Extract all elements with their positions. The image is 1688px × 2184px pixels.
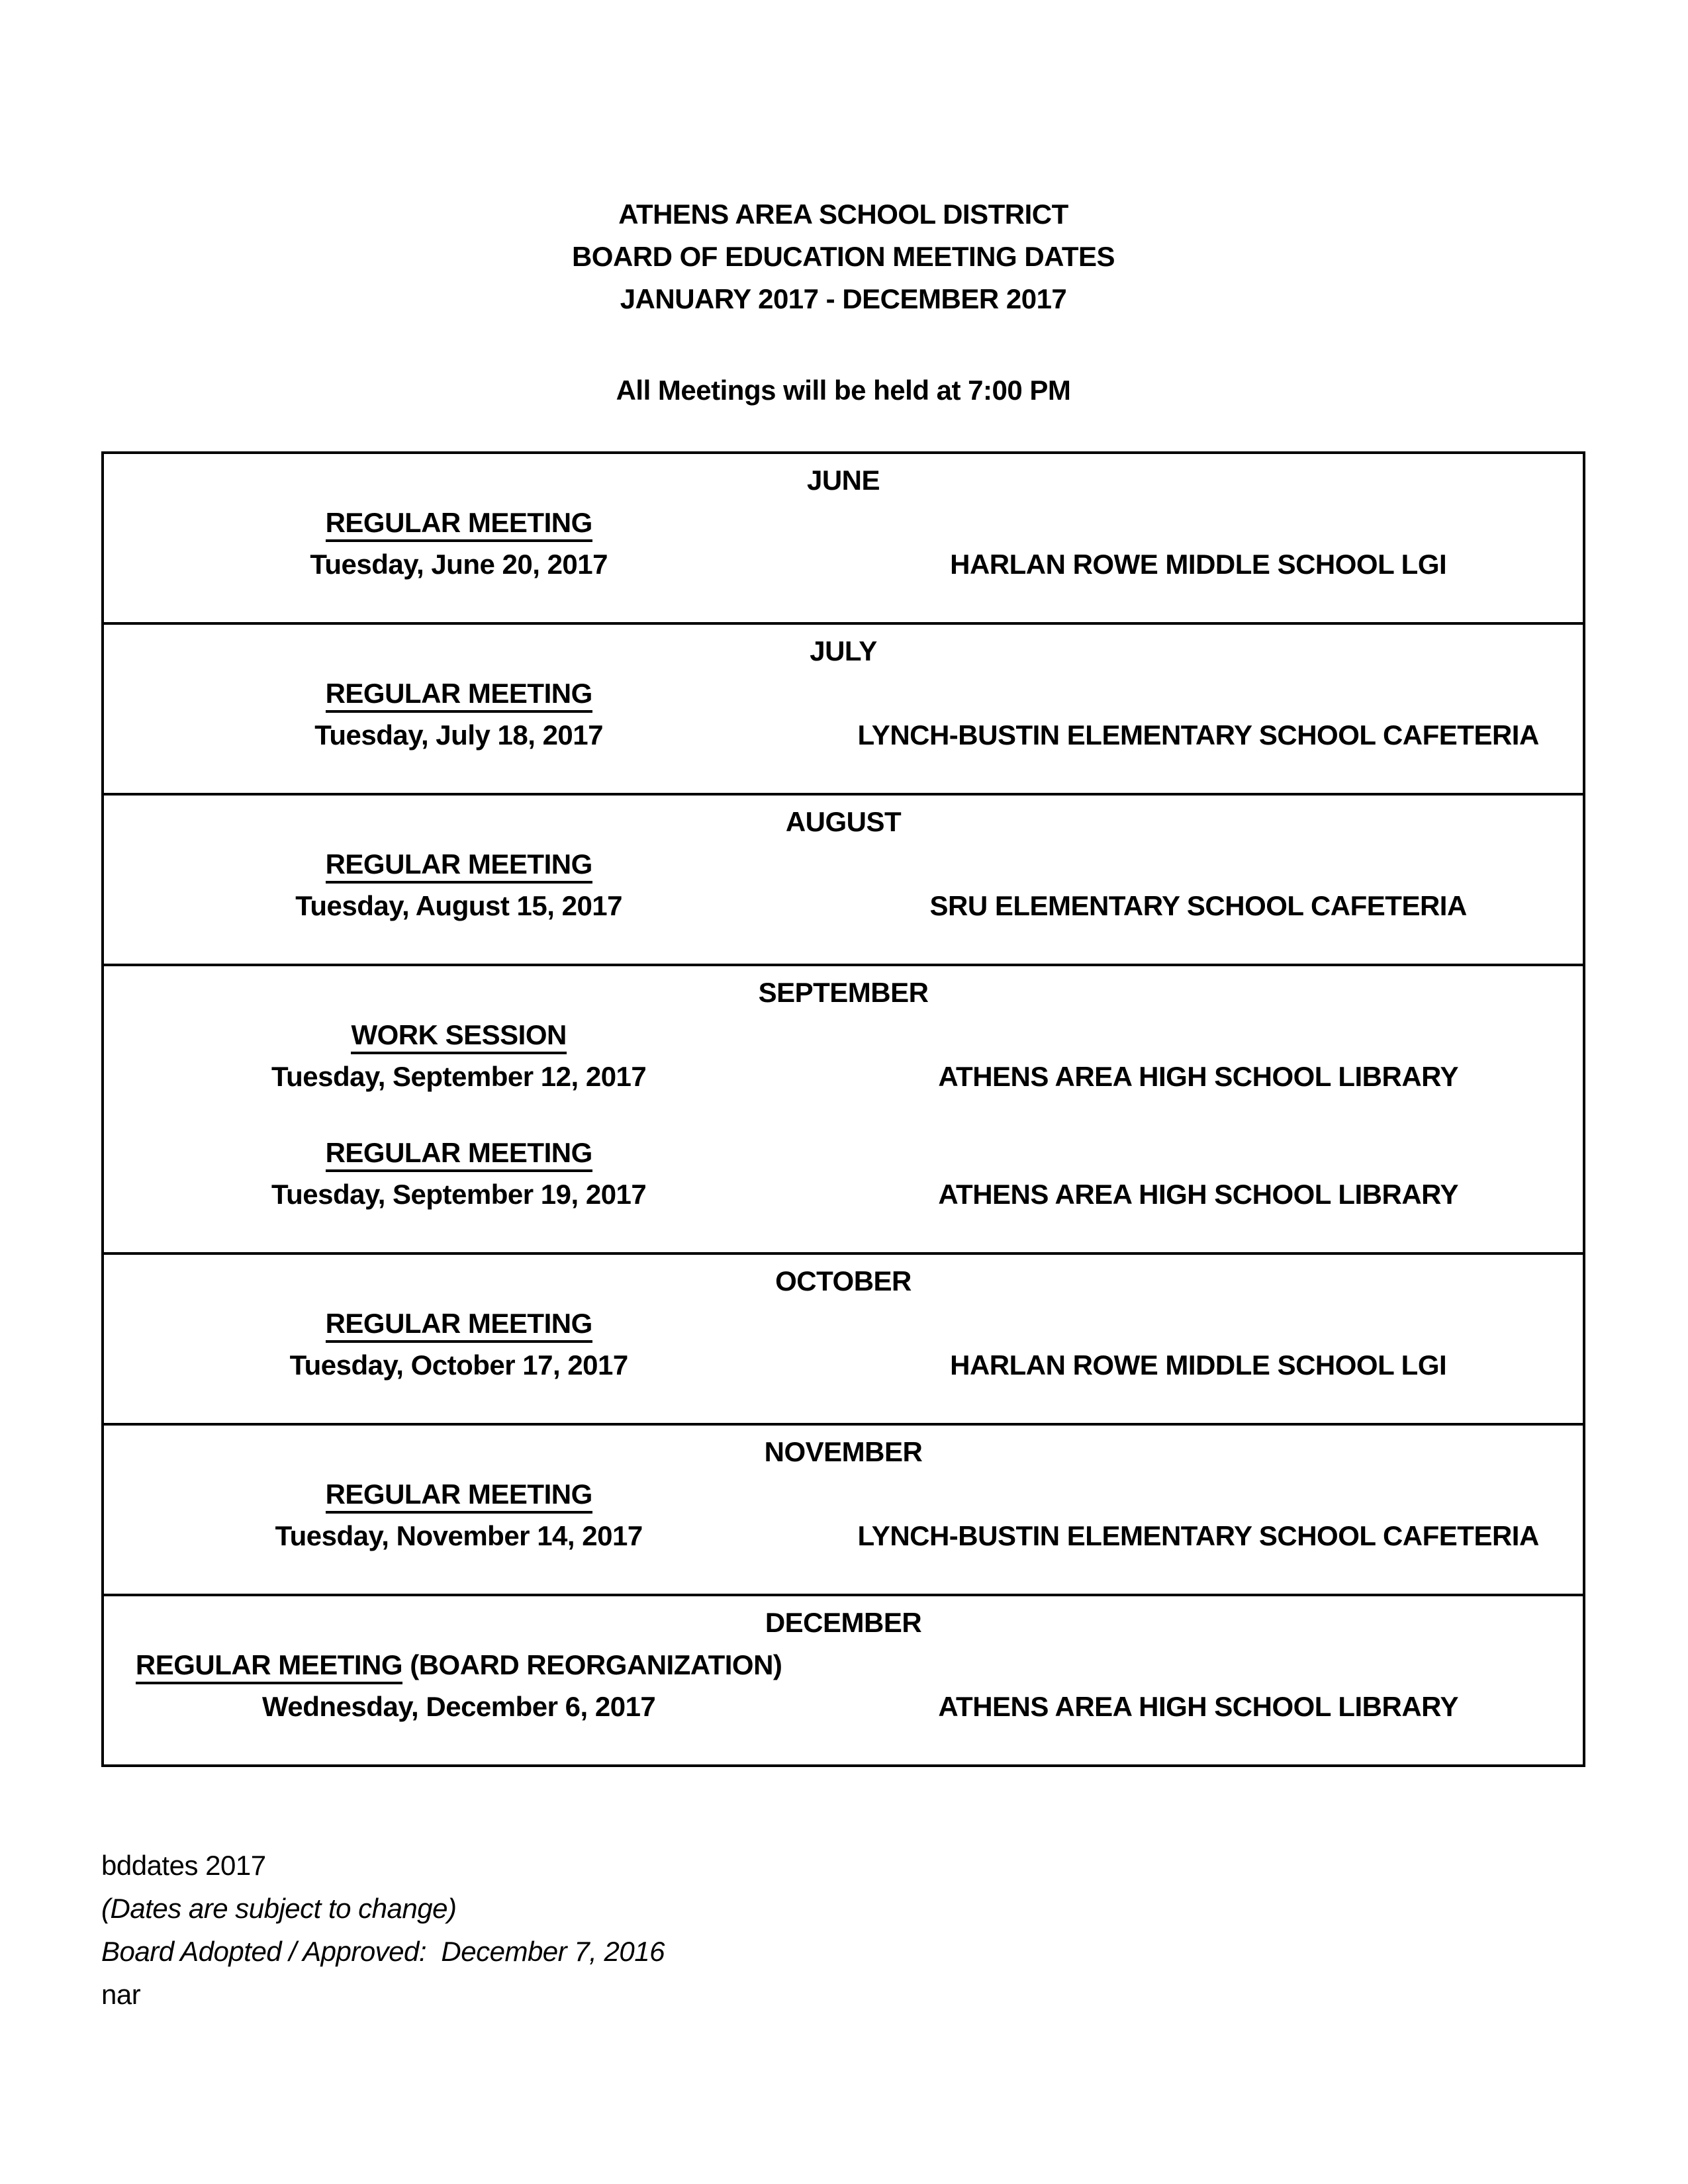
footer-board-adopted: Board Adopted / Approved: December 7, 2016 — [101, 1936, 665, 1967]
document-footer — [101, 1844, 1585, 2016]
month-section-november — [104, 1426, 1583, 1596]
month-section-august — [104, 796, 1583, 966]
month-section-june — [104, 454, 1583, 625]
meeting-location: LYNCH-BUSTIN ELEMENTARY SCHOOL CAFETERIA — [857, 719, 1539, 751]
meeting-type-underlined: REGULAR MEETING — [136, 1649, 402, 1684]
meeting-type-suffix: (BOARD REORGANIZATION) — [402, 1649, 782, 1680]
month-heading: DECEMBER — [765, 1607, 922, 1638]
meeting-type-label — [136, 1649, 782, 1684]
meeting-location: SRU ELEMENTARY SCHOOL CAFETERIA — [929, 890, 1467, 921]
meeting-type-underlined: REGULAR MEETING — [326, 1137, 592, 1172]
footer-dates-note: (Dates are subject to change) — [101, 1893, 457, 1924]
meeting-date: Tuesday, June 20, 2017 — [310, 549, 608, 580]
meeting-type-underlined: REGULAR MEETING — [326, 848, 592, 884]
meeting-type-label — [326, 1479, 592, 1514]
meeting-type-underlined: REGULAR MEETING — [326, 1308, 592, 1343]
month-heading: SEPTEMBER — [758, 977, 929, 1008]
meeting-entry — [104, 843, 1583, 927]
meeting-type-underlined: REGULAR MEETING — [326, 1479, 592, 1514]
meeting-location: ATHENS AREA HIGH SCHOOL LIBRARY — [938, 1179, 1458, 1210]
footer-doc-id: bddates 2017 — [101, 1850, 266, 1881]
footer-initials: nar — [101, 1979, 141, 2010]
meeting-type-underlined: WORK SESSION — [351, 1019, 566, 1054]
meeting-type-label — [326, 1137, 592, 1172]
date-range-title: JANUARY 2017 - DECEMBER 2017 — [620, 283, 1067, 314]
meeting-location: ATHENS AREA HIGH SCHOOL LIBRARY — [938, 1061, 1458, 1092]
meeting-time-note: All Meetings will be held at 7:00 PM — [616, 375, 1071, 406]
district-name-title: ATHENS AREA SCHOOL DISTRICT — [618, 199, 1068, 230]
meeting-entry — [104, 1644, 1583, 1727]
document-page — [101, 0, 1585, 2016]
month-section-september — [104, 966, 1583, 1255]
meeting-date: Tuesday, July 18, 2017 — [314, 719, 603, 751]
meeting-date: Tuesday, August 15, 2017 — [295, 890, 623, 921]
meeting-type-label — [326, 1308, 592, 1343]
month-section-december — [104, 1596, 1583, 1764]
month-heading: AUGUST — [785, 806, 902, 837]
meeting-entry — [104, 1132, 1583, 1215]
meeting-location: ATHENS AREA HIGH SCHOOL LIBRARY — [938, 1691, 1458, 1722]
meeting-date: Tuesday, October 17, 2017 — [289, 1349, 628, 1381]
month-section-october — [104, 1255, 1583, 1426]
meeting-entry — [104, 1473, 1583, 1557]
meeting-entry — [104, 672, 1583, 756]
meeting-date: Tuesday, September 12, 2017 — [271, 1061, 647, 1092]
meeting-location: HARLAN ROWE MIDDLE SCHOOL LGI — [950, 1349, 1447, 1381]
meeting-type-underlined: REGULAR MEETING — [326, 678, 592, 713]
meeting-location: LYNCH-BUSTIN ELEMENTARY SCHOOL CAFETERIA — [857, 1520, 1539, 1551]
meeting-type-label — [326, 507, 592, 542]
meeting-schedule-table — [101, 451, 1585, 1767]
month-heading: JULY — [810, 635, 877, 666]
meeting-entry — [104, 1014, 1583, 1097]
month-heading: OCTOBER — [775, 1265, 912, 1297]
meeting-entry — [104, 502, 1583, 585]
meeting-date: Tuesday, November 14, 2017 — [275, 1520, 643, 1551]
document-header — [101, 193, 1585, 412]
month-heading: NOVEMBER — [764, 1436, 923, 1467]
meeting-entry — [104, 1302, 1583, 1386]
document-title: BOARD OF EDUCATION MEETING DATES — [571, 241, 1115, 272]
month-heading: JUNE — [806, 465, 880, 496]
meeting-type-label — [326, 678, 592, 713]
meeting-location: HARLAN ROWE MIDDLE SCHOOL LGI — [950, 549, 1447, 580]
meeting-type-label — [326, 848, 592, 884]
meeting-date: Tuesday, September 19, 2017 — [271, 1179, 647, 1210]
meeting-type-label — [351, 1019, 566, 1054]
meeting-date: Wednesday, December 6, 2017 — [262, 1691, 656, 1722]
month-section-july — [104, 625, 1583, 796]
meeting-type-underlined: REGULAR MEETING — [326, 507, 592, 542]
